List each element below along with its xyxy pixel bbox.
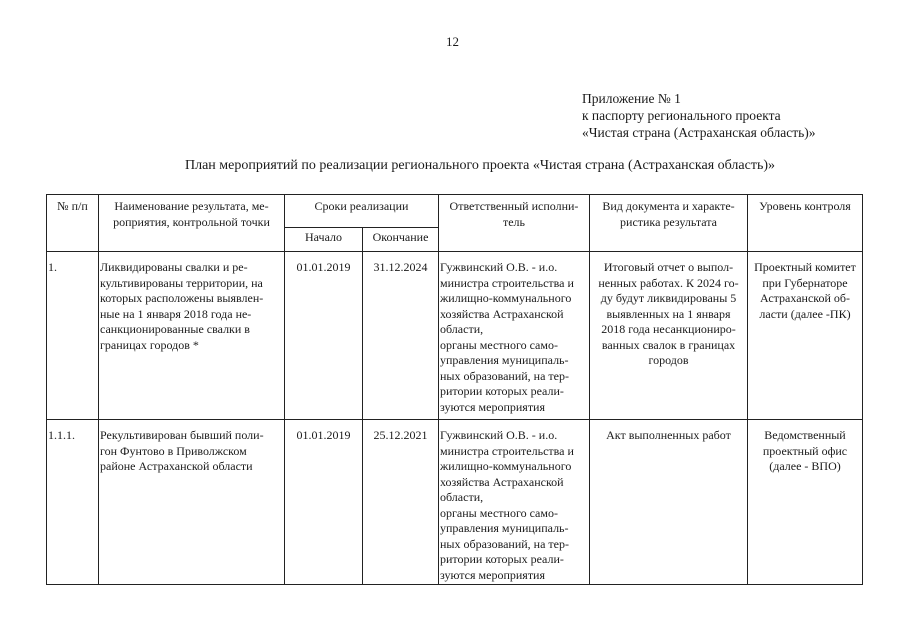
appendix-line-1: Приложение № 1	[582, 91, 681, 106]
row-end-date: 25.12.2021	[363, 420, 439, 585]
row-name: Рекультивирован бывший поли- гон Фунтово в Приволжском районе Астраханской области	[99, 420, 285, 585]
page-number: 12	[446, 34, 459, 49]
header-num: № п/п	[47, 195, 99, 252]
appendix-line-3: «Чистая страна (Астраханская область)»	[582, 125, 816, 140]
header-end: Окончание	[363, 228, 439, 252]
appendix-line-2: к паспорту регионального проекта	[582, 108, 781, 123]
row-responsible: Гужвинский О.В. - и.о. министра строительства и жилищно-коммунального хозяйства Астраханской области, органы местного само- управления муниципаль- ных образований, на тер- ритории которых реали- зуются мероприятия	[439, 420, 590, 585]
appendix-heading	[582, 90, 816, 141]
row-name: Ликвидированы свалки и ре- культивированы территории, на которых расположены выявлен- ные на 1 января 2018 года не- санкционированные свалки в границах городов *	[99, 252, 285, 420]
plan-table	[46, 194, 863, 585]
row-doc: Акт выполненных работ	[590, 420, 748, 585]
header-control: Уровень контроля	[748, 195, 863, 252]
header-name: Наименование результата, ме- роприятия, контрольной точки	[99, 195, 285, 252]
table-row	[47, 420, 863, 585]
row-end-date: 31.12.2024	[363, 252, 439, 420]
header-start: Начало	[285, 228, 363, 252]
header-doc: Вид документа и характе- ристика результата	[590, 195, 748, 252]
row-responsible: Гужвинский О.В. - и.о. министра строительства и жилищно-коммунального хозяйства Астраханской области, органы местного само- управления муниципаль- ных образований, на тер- ритории которых реали- зуются мероприятия	[439, 252, 590, 420]
row-control: Проектный комитет при Губернаторе Астраханской об- ласти (далее -ПК)	[748, 252, 863, 420]
row-start-date: 01.01.2019	[285, 252, 363, 420]
table-row	[47, 252, 863, 420]
header-period: Сроки реализации	[285, 195, 439, 228]
row-num: 1.1.1.	[47, 420, 99, 585]
row-control: Ведомственный проектный офис (далее - ВПО)	[748, 420, 863, 585]
header-responsible: Ответственный исполни- тель	[439, 195, 590, 252]
table-header-row	[47, 195, 863, 228]
plan-title: План мероприятий по реализации регионального проекта «Чистая страна (Астраханская область)»	[185, 158, 775, 173]
row-start-date: 01.01.2019	[285, 420, 363, 585]
row-doc: Итоговый отчет о выпол- ненных работах. К 2024 го- ду будут ликвидированы 5 выявленных на 1 января 2018 года несанкциониро- ванных свалок в границах городов	[590, 252, 748, 420]
row-num: 1.	[47, 252, 99, 420]
